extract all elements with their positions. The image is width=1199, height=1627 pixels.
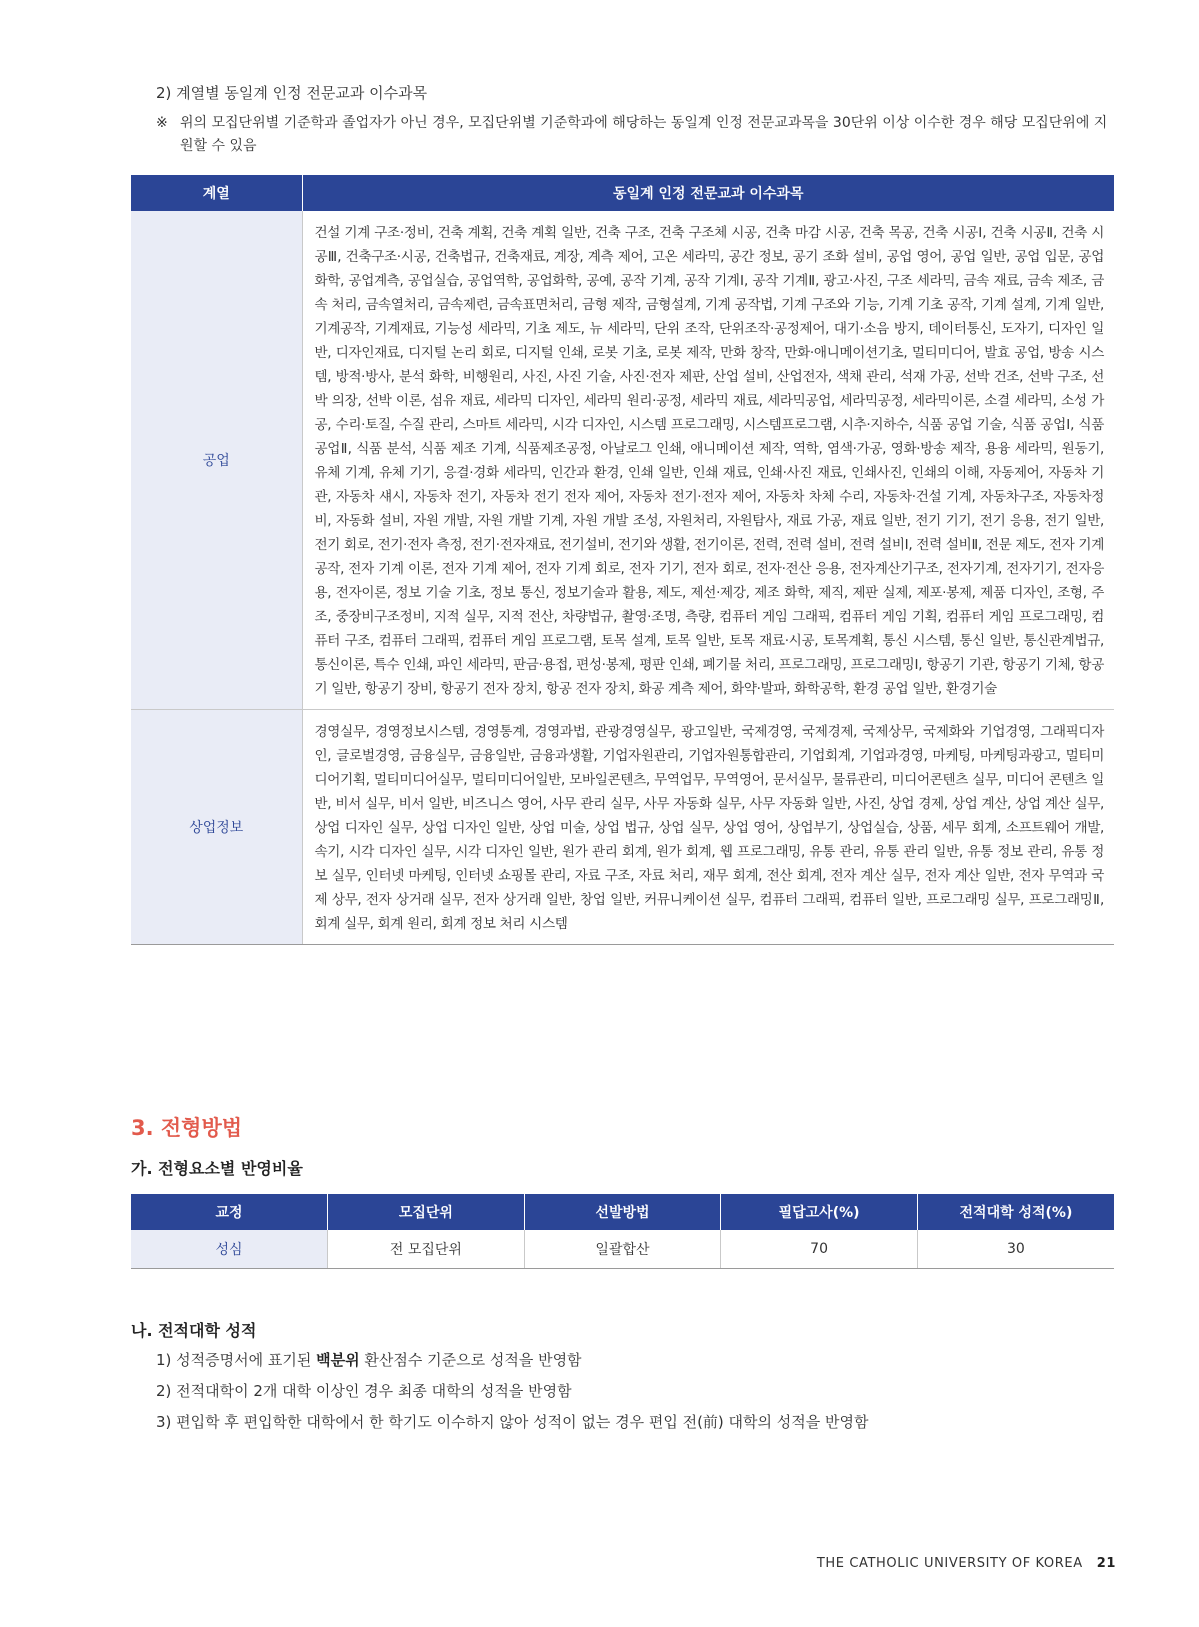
section-subheading: 2) 계열별 동일계 인정 전문교과 이수과목 [156,84,428,102]
ratio-table [131,1194,1114,1269]
list-item-text: 2) 전적대학이 2개 대학 이상인 경우 최종 대학의 성적을 반영함 [156,1382,572,1400]
header-written-exam: 필답고사(%) [721,1194,918,1230]
list-item [156,1345,868,1376]
page-number: 21 [1096,1556,1116,1571]
unit-cell: 전 모집단위 [328,1230,525,1268]
section-title: 3. 전형방법 [131,1116,243,1140]
written-exam-cell: 70 [721,1230,918,1268]
header-method: 선발방법 [524,1194,721,1230]
category-cell: 공업 [131,211,302,710]
list-item-text: 3) 편입학 후 편입학한 대학에서 한 학기도 이수하지 않아 성적이 없는 경우 편입 전(前) 대학의 성적을 반영함 [156,1413,869,1431]
list-item-text: 1) 성적증명서에 표기된 [156,1351,317,1369]
note-text: 위의 모집단위별 기준학과 졸업자가 아닌 경우, 모집단위별 기준학과에 해당하는 동일계 인정 전문교과목을 30단위 이상 이수한 경우 해당 모집단위에 지원할 수 있음 [180,115,1108,154]
header-unit: 모집단위 [328,1194,525,1230]
subsection-title-a: 가. 전형요소별 반영비율 [131,1159,303,1178]
table-row [131,1230,1114,1268]
subsection-title-b: 나. 전적대학 성적 [131,1321,257,1340]
header-prior-grades: 전적대학 성적(%) [917,1194,1114,1230]
note-mark: ※ [156,115,168,131]
header-campus: 교정 [131,1194,328,1230]
method-cell: 일괄합산 [524,1230,721,1268]
header-category: 계열 [131,175,302,211]
subjects-cell: 건설 기계 구조·정비, 건축 계획, 건축 계획 일반, 건축 구조, 건축 구조체 시공, 건축 마감 시공, 건축 목공, 건축 시공Ⅰ, 건축 시공Ⅱ, 건축 시공Ⅲ, 건축구조·시공, 건축법규, 건축재료, 계장, 계측 제어, 고온 세라믹, 공간 정보, 공기 조화 설비, 공업 영어, 공업 일반, 공업 입문, 공업 화학, 공업계측, 공업실습, 공업역학, 공업화학, 공예, 공작 기계, 공작 기계Ⅰ, 공작 기계Ⅱ, 광고·사진, 구조 세라믹, 금속 재료, 금속 제조, 금속 처리, 금속열처리, 금속제련, 금속표면처리, 금형 제작, 금형설계, 기계 공작법, 기계 구조와 기능, 기계 기초 공작, 기계 설계, 기계 일반, 기계공작, 기계재료, 기능성 세라믹, 기초 제도, 뉴 세라믹, 단위 조작, 단위조작·공정제어, 대기·소음 방지, 데이터통신, 도자기, 디자인 일반, 디자인재료, 디지털 논리 회로, 디지털 인쇄, 로봇 기초, 로봇 제작, 만화 창작, 만화·애니메이션기초, 멀티미디어, 발효 공업, 방송 시스템, 방적·방사, 분석 화학, 비행원리, 사진, 사진 기술, 사진·전자 제판, 산업 설비, 산업전자, 색채 관리, 석재 가공, 선박 건조, 선박 구조, 선박 의장, 선박 이론, 섬유 재료, 세라믹 디자인, 세라믹 원리·공정, 세라믹 재료, 세라믹공업, 세라믹공정, 세라믹이론, 소결 세라믹, 소성 가공, 수리·토질, 수질 관리, 스마트 세라믹, 시각 디자인, 시스템 프로그래밍, 시스템프로그램, 시추·지하수, 식품 공업 기술, 식품 공업Ⅰ, 식품 공업Ⅱ, 식품 분석, 식품 제조 기계, 식품제조공정, 아날로그 인쇄, 애니메이션 제작, 역학, 염색·가공, 영화·방송 제작, 용융 세라믹, 원동기, 유체 기계, 유체 기기, 응결·경화 세라믹, 인간과 환경, 인쇄 일반, 인쇄 재료, 인쇄·사진 재료, 인쇄사진, 인쇄의 이해, 자동제어, 자동차 기관, 자동차 섀시, 자동차 전기, 자동차 전기 전자 제어, 자동차 전기·전자 제어, 자동차 차체 수리, 자동차·건설 기계, 자동차구조, 자동차정비, 자동화 설비, 자원 개발, 자원 개발 기계, 자원 개발 조성, 자원처리, 자원탐사, 재료 가공, 재료 일반, 전기 기기, 전기 응용, 전기 일반, 전기 회로, 전기·전자 측정, 전기·전자재료, 전기설비, 전기와 생활, 전기이론, 전력, 전력 설비, 전력 설비Ⅰ, 전력 설비Ⅱ, 전문 제도, 전자 기계 공작, 전자 기계 이론, 전자 기계 제어, 전자 기계 회로, 전자 기기, 전자 회로, 전자·전산 응용, 전자계산기구조, 전자기계, 전자기기, 전자응용, 전자이론, 정보 기술 기초, 정보 통신, 정보기술과 활용, 제도, 제선·제강, 제조 화학, 제직, 제판 실제, 제포·봉제, 제품 디자인, 조형, 주조, 중장비구조정비, 지적 실무, 지적 전산, 차량법규, 촬영·조명, 측량, 컴퓨터 게임 그래픽, 컴퓨터 게임 기획, 컴퓨터 게임 프로그래밍, 컴퓨터 구조, 컴퓨터 그래픽, 컴퓨터 게임 프로그램, 토목 설계, 토목 일반, 토목 재료·시공, 토목계획, 통신 시스템, 통신 일반, 통신관계법규, 통신이론, 특수 인쇄, 파인 세라믹, 판금·용접, 편성·봉제, 평판 인쇄, 폐기물 처리, 프로그래밍, 프로그래밍Ⅰ, 항공기 기관, 항공기 기체, 항공기 일반, 항공기 장비, 항공기 전자 장치, 항공 전자 장치, 화공 계측 제어, 화약·발파, 화학공학, 환경 공업 일반, 환경기술 [302,211,1114,710]
list-item [156,1376,868,1407]
list-item [156,1407,868,1438]
subjects-table [131,175,1114,945]
table-header-row [131,1194,1114,1230]
table-row [131,710,1114,945]
page-footer [817,1556,1116,1571]
footer-university: THE CATHOLIC UNIVERSITY OF KOREA [816,1556,1083,1571]
category-cell: 상업정보 [131,710,302,945]
prior-grades-cell: 30 [917,1230,1114,1268]
list-item-emphasis: 백분위 [316,1351,360,1369]
note [156,112,1116,158]
header-subjects: 동일계 인정 전문교과 이수과목 [302,175,1114,211]
table-header-row [131,175,1114,211]
campus-cell: 성심 [131,1230,328,1268]
subjects-cell: 경영실무, 경영정보시스템, 경영통계, 경영과법, 관광경영실무, 광고일반, 국제경영, 국제경제, 국제상무, 국제화와 기업경영, 그래픽디자인, 글로벌경영, 금융실무, 금융일반, 금융과생활, 기업자원관리, 기업자원통합관리, 기업회계, 기업과경영, 마케팅, 마케팅과광고, 멀티미디어기획, 멀티미디어실무, 멀티미디어일반, 모바일콘텐츠, 무역업무, 무역영어, 문서실무, 물류관리, 미디어콘텐츠 실무, 미디어 콘텐츠 일반, 비서 실무, 비서 일반, 비즈니스 영어, 사무 관리 실무, 사무 자동화 실무, 사무 자동화 일반, 사진, 상업 경제, 상업 계산, 상업 계산 실무, 상업 디자인 실무, 상업 디자인 일반, 상업 미술, 상업 법규, 상업 실무, 상업 영어, 상업부기, 상업실습, 상품, 세무 회계, 소프트웨어 개발, 속기, 시각 디자인 실무, 시각 디자인 일반, 원가 관리 회계, 원가 회계, 웹 프로그래밍, 유통 관리, 유통 관리 일반, 유통 정보 관리, 유통 정보 실무, 인터넷 마케팅, 인터넷 쇼핑몰 관리, 자료 구조, 자료 처리, 재무 회계, 전산 회계, 전자 계산 실무, 전자 계산 일반, 전자 무역과 국제 상무, 전자 상거래 실무, 전자 상거래 일반, 창업 일반, 커뮤니케이션 실무, 컴퓨터 그래픽, 컴퓨터 일반, 프로그래밍 실무, 프로그래밍Ⅱ, 회계 실무, 회계 원리, 회계 정보 처리 시스템 [302,710,1114,945]
table-row [131,211,1114,710]
grade-rules-list [156,1345,868,1438]
list-item-text: 환산점수 기준으로 성적을 반영함 [359,1351,582,1369]
